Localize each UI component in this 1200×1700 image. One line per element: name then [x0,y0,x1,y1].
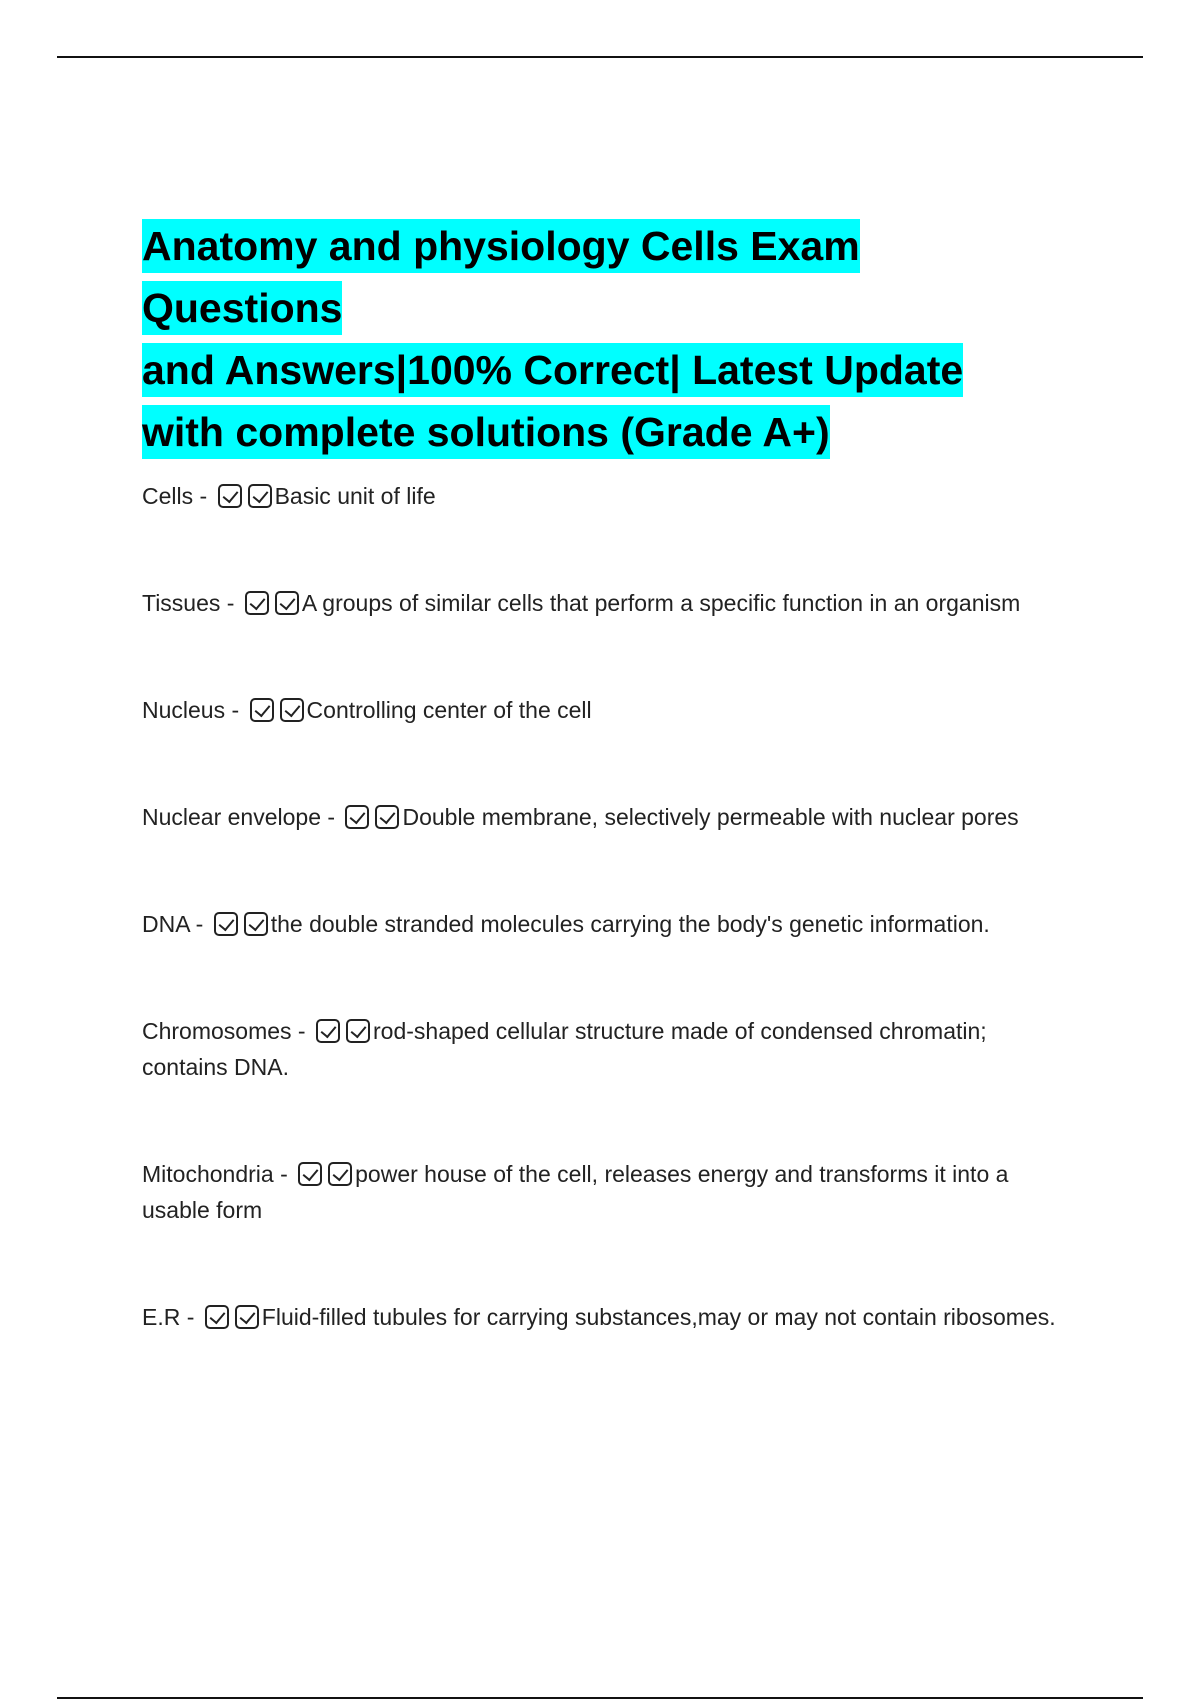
answer: Controlling center of the cell [306,697,592,723]
checkbox-checked-icon [250,698,274,722]
checkbox-checked-icon [346,1019,370,1043]
checkbox-checked-icon [205,1305,229,1329]
checkbox-checked-icon [214,912,238,936]
answer: rod-shaped cellular structure made of condensed chromatin; contains DNA. [142,1018,987,1080]
qa-item-er [142,1299,1062,1335]
qa-item-nucleus [142,692,1062,728]
term: Chromosomes - [142,1018,306,1044]
qa-list [142,478,1062,1335]
checkbox-checked-icon [298,1162,322,1186]
qa-item-chromosomes [142,1013,1062,1085]
qa-item-mitochondria [142,1156,1062,1228]
term: Tissues - [142,590,235,616]
document-body [142,215,1062,1335]
checkbox-checked-icon [275,591,299,615]
checkbox-checked-icon [248,484,272,508]
term: DNA - [142,911,204,937]
top-rule [57,56,1143,58]
qa-item-nuclear-envelope [142,799,1062,835]
document-title [142,215,1062,463]
checkbox-checked-icon [316,1019,340,1043]
qa-item-tissues [142,585,1062,621]
checkbox-checked-icon [235,1305,259,1329]
checkbox-checked-icon [375,805,399,829]
answer: Basic unit of life [274,483,436,509]
checkbox-checked-icon [245,591,269,615]
title-line-2: and Answers|100% Correct| Latest Update [142,343,963,397]
checkbox-checked-icon [280,698,304,722]
title-line-3: with complete solutions (Grade A+) [142,405,830,459]
answer: power house of the cell, releases energy and transforms it into a usable form [142,1161,1009,1223]
term: Nucleus - [142,697,240,723]
checkbox-checked-icon [345,805,369,829]
term: E.R - [142,1304,195,1330]
qa-item-cells [142,478,1062,514]
term: Cells - [142,483,208,509]
term: Nuclear envelope - [142,804,336,830]
answer: the double stranded molecules carrying the body's genetic information. [270,911,990,937]
checkbox-checked-icon [328,1162,352,1186]
bottom-rule [57,1697,1143,1699]
title-line-1: Anatomy and physiology Cells Exam Questions [142,219,860,335]
term: Mitochondria - [142,1161,288,1187]
qa-item-dna [142,906,1062,942]
checkbox-checked-icon [244,912,268,936]
answer: A groups of similar cells that perform a specific function in an organism [301,590,1021,616]
answer: Fluid-filled tubules for carrying substances,may or may not contain ribosomes. [261,1304,1056,1330]
checkbox-checked-icon [218,484,242,508]
answer: Double membrane, selectively permeable with nuclear pores [402,804,1019,830]
